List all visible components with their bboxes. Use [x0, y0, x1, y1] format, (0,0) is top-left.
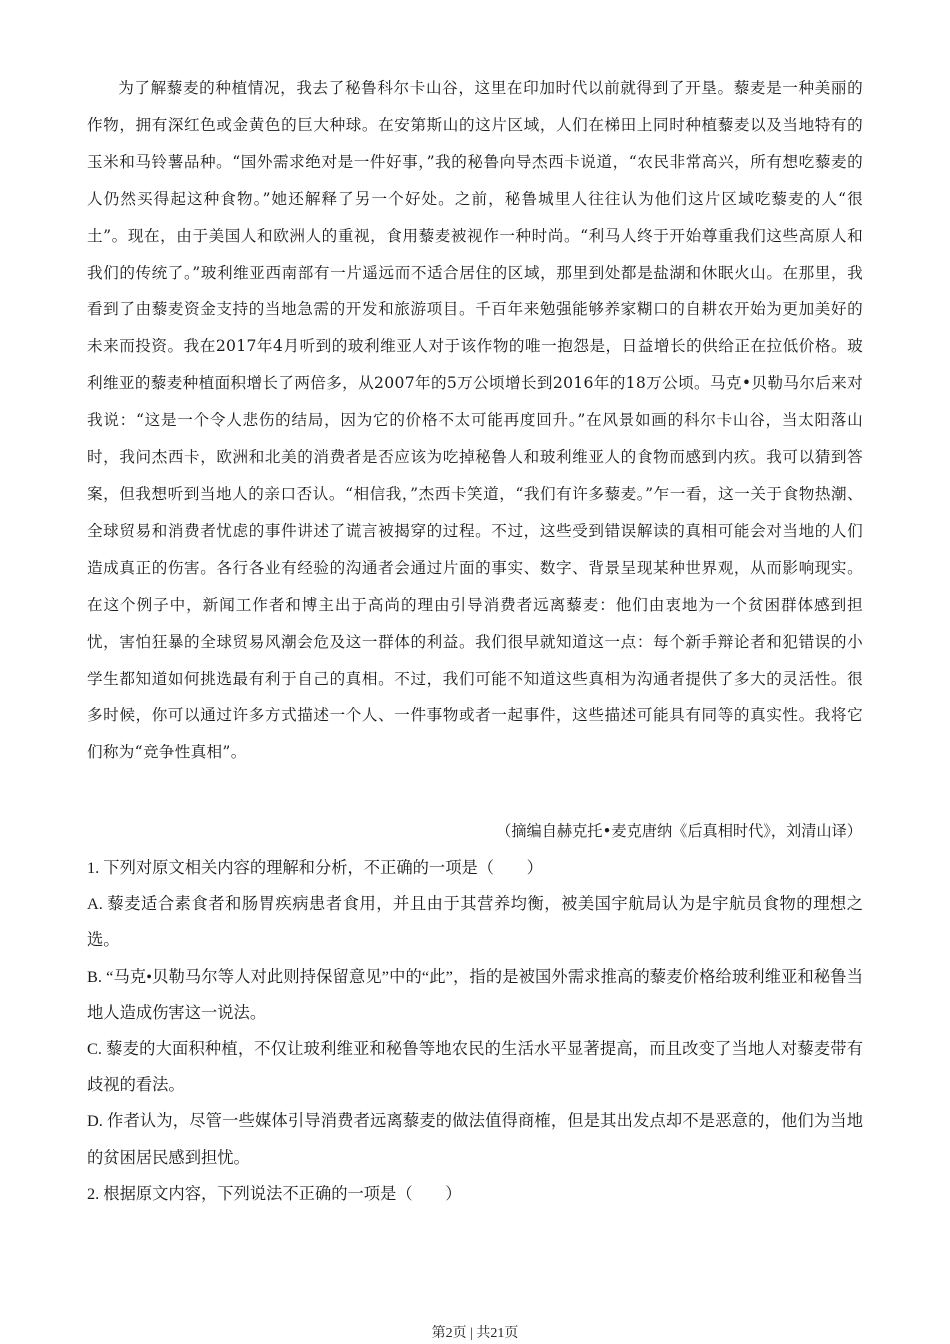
question-1-option-b: B. “马克•贝勒马尔等人对此则持保留意见”中的“此”，指的是被国外需求推高的藜麦价格给玻利维亚和秘鲁当地人造成伤害这一说法。	[87, 966, 863, 1022]
question-1-option-a: A. 藜麦适合素食者和肠胃疾病患者食用，并且由于其营养均衡，被美国宇航局认为是宇航员食物的理想之选。	[87, 894, 863, 950]
question-1-option-d: D. 作者认为，尽管一些媒体引导消费者远离藜麦的做法值得商榷，但是其出发点却不是恶意的，他们为当地的贫困居民感到担忧。	[87, 1111, 863, 1167]
passage-body: 为了解藜麦的种植情况，我去了秘鲁科尔卡山谷，这里在印加时代以前就得到了开垦。藜麦是一种美丽的作物，拥有深红色或金黄色的巨大种球。在安第斯山的这片区域，人们在梯田上同时种植藜麦以及当地特有的玉米和马铃薯品种。“国外需求绝对是一件好事，”我的秘鲁向导杰西卡说道，“农民非常高兴，所有想吃藜麦的人仍然买得起这种食物。”她还解释了另一个好处。之前，秘鲁城里人往往认为他们这片区域吃藜麦的人“很土”。现在，由于美国人和欧洲人的重视，食用藜麦被视作一种时尚。“利马人终于开始尊重我们这些高原人和我们的传统了。”玻利维亚西南部有一片遥远而不适合居住的区域，那里到处都是盐湖和休眠火山。在那里，我看到了由藜麦资金支持的当地急需的开发和旅游项目。千百年来勉强能够养家糊口的自耕农开始为更加美好的未来而投资。我在2017年4月听到的玻利维亚人对于该作物的唯一抱怨是，日益增长的供给正在拉低价格。玻利维亚的藜麦种植面积增长了两倍多，从2007年的5万公顷增长到2016年的18万公顷。马克•贝勒马尔后来对我说：“这是一个令人悲伤的结局，因为它的价格不太可能再度回升。”在风景如画的科尔卡山谷，当太阳落山时，我问杰西卡，欧洲和北美的消费者是否应该为吃掉秘鲁人和玻利维亚人的食物而感到内疚。我可以猜到答案，但我想听到当地人的亲口否认。“相信我，”杰西卡笑道，“我们有许多藜麦。”乍一看，这一关于食物热潮、全球贸易和消费者忧虑的事件讲述了谎言被揭穿的过程。不过，这些受到错误解读的真相可能会对当地的人们造成真正的伤害。各行各业有经验的沟通者会通过片面的事实、数字、背景呈现某种世界观，从而影响现实。在这个例子中，新闻工作者和博主出于高尚的理由引导消费者远离藜麦：他们由衷地为一个贫困群体感到担忧，害怕狂暴的全球贸易风潮会危及这一群体的利益。我们很早就知道这一点：每个新手辩论者和犯错误的小学生都知道如何挑选最有利于自己的真相。不过，我们可能不知道这些真相为沟通者提供了多大的灵活性。很多时候，你可以通过许多方式描述一个人、一件事物或者一起事件，这些描述可能具有同等的真实性。我将它们称为“竞争性真相”。	[87, 79, 863, 762]
page-number-footer: 第2页 | 共21页	[431, 1326, 519, 1341]
question-1-stem: 1. 下列对原文相关内容的理解和分析，不正确的一项是（ ）	[87, 858, 543, 877]
passage-source-citation: （摘编自赫克托•麦克唐纳《后真相时代》，刘清山译）	[496, 822, 862, 840]
question-2-stem: 2. 根据原文内容，下列说法不正确的一项是（ ）	[87, 1183, 462, 1203]
question-section	[87, 850, 863, 1212]
question-1-option-c: C. 藜麦的大面积种植，不仅让玻利维亚和秘鲁等地农民的生活水平显著提高，而且改变了当地人对藜麦带有歧视的看法。	[87, 1039, 863, 1095]
